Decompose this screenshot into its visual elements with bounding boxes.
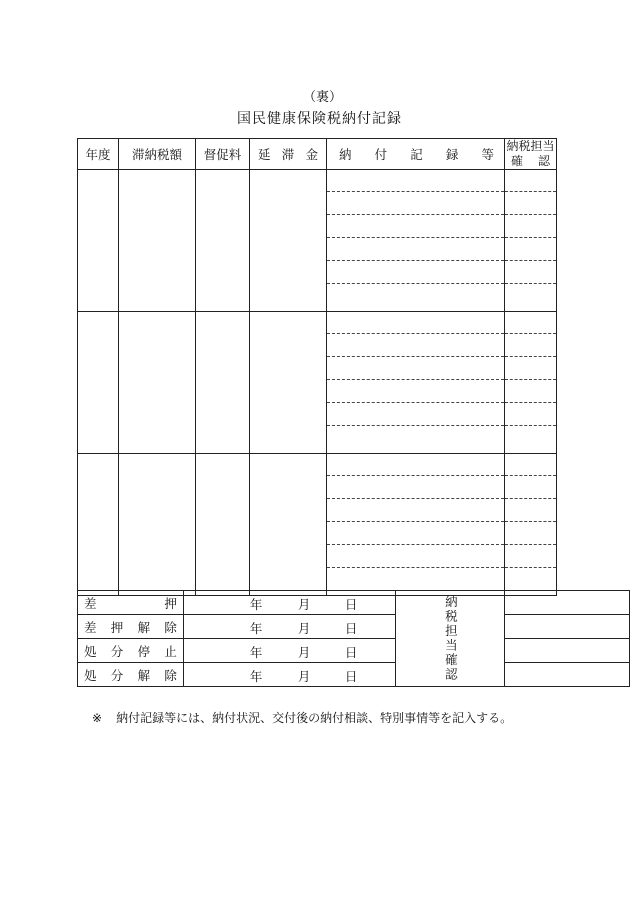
date-year-unit: 年 bbox=[249, 621, 263, 636]
payment-record-char: 等 bbox=[481, 147, 494, 162]
payment-record-char: 記 bbox=[410, 147, 423, 162]
payment-record-cell[interactable] bbox=[327, 312, 505, 454]
year-cell[interactable] bbox=[78, 312, 119, 454]
confirm-cell[interactable] bbox=[505, 312, 557, 454]
late-fee-cell[interactable] bbox=[250, 170, 327, 312]
col-confirm-header bbox=[505, 139, 557, 170]
date-day-unit: 日 bbox=[344, 645, 358, 660]
action-label-char: 押 bbox=[164, 595, 177, 611]
action-date[interactable] bbox=[183, 663, 395, 687]
action-label-char: 止 bbox=[164, 643, 177, 659]
date-month-unit: 月 bbox=[297, 669, 311, 684]
action-label-char: 解 bbox=[137, 667, 151, 683]
confirm-cell[interactable] bbox=[505, 454, 557, 596]
date-month-unit: 月 bbox=[297, 621, 311, 636]
confirm-vertical-cell bbox=[396, 591, 505, 687]
year-cell[interactable] bbox=[78, 454, 119, 596]
action-row bbox=[78, 663, 630, 687]
page-title: 国民健康保険税納付記録 bbox=[237, 111, 402, 127]
action-label-char: 処 bbox=[84, 643, 97, 659]
action-row bbox=[78, 591, 630, 615]
delinquent-tax-cell[interactable] bbox=[119, 454, 196, 596]
header-row bbox=[78, 139, 557, 170]
date-day-unit: 日 bbox=[344, 597, 358, 612]
action-label bbox=[78, 663, 184, 687]
record-block bbox=[78, 312, 557, 454]
late-fee-cell[interactable] bbox=[250, 454, 327, 596]
date-day-unit: 日 bbox=[344, 669, 358, 684]
action-label-char: 分 bbox=[110, 667, 124, 683]
payment-record-cell[interactable] bbox=[327, 454, 505, 596]
action-label-char: 差 bbox=[84, 595, 97, 611]
date-year-unit: 年 bbox=[249, 597, 263, 612]
action-label-char: 押 bbox=[110, 619, 124, 635]
action-date[interactable] bbox=[183, 591, 395, 615]
action-date[interactable] bbox=[183, 615, 395, 639]
footnote bbox=[92, 709, 512, 726]
footnote-text: 納付記録等には、納付状況、交付後の納付相談、特別事情等を記入する。 bbox=[116, 711, 513, 725]
action-label bbox=[78, 615, 184, 639]
payment-record-char: 付 bbox=[374, 147, 388, 162]
action-confirm-box[interactable] bbox=[505, 591, 630, 615]
payment-record-cell[interactable] bbox=[327, 170, 505, 312]
action-label-char: 除 bbox=[164, 667, 177, 683]
late-fee-char: 滞 bbox=[281, 147, 295, 162]
year-cell[interactable] bbox=[78, 170, 119, 312]
date-year-unit: 年 bbox=[249, 669, 263, 684]
action-label-char: 処 bbox=[84, 667, 97, 683]
payment-record-char: 録 bbox=[445, 147, 459, 162]
col-year-header bbox=[78, 139, 119, 170]
action-confirm-box[interactable] bbox=[505, 615, 630, 639]
action-confirm-box[interactable] bbox=[505, 639, 630, 663]
col-delinquent-tax-label: 滞納税額 bbox=[131, 147, 182, 162]
confirm-label-line1: 納税担当 bbox=[506, 139, 555, 153]
col-payment-record-header bbox=[327, 139, 505, 170]
late-fee-cell[interactable] bbox=[250, 312, 327, 454]
col-reminder-fee-header bbox=[196, 139, 250, 170]
delinquent-tax-cell[interactable] bbox=[119, 170, 196, 312]
payment-record-table bbox=[77, 138, 557, 596]
seizure-action-table bbox=[77, 590, 630, 687]
col-delinquent-tax-header bbox=[119, 139, 196, 170]
action-label bbox=[78, 639, 184, 663]
col-late-fee-header bbox=[250, 139, 327, 170]
col-year-label: 年度 bbox=[85, 147, 111, 162]
late-fee-char: 延 bbox=[258, 147, 271, 162]
reminder-fee-cell[interactable] bbox=[196, 454, 250, 596]
record-block bbox=[78, 454, 557, 596]
date-month-unit: 月 bbox=[297, 645, 311, 660]
action-date[interactable] bbox=[183, 639, 395, 663]
action-label-char: 差 bbox=[84, 619, 97, 635]
action-label-char: 解 bbox=[137, 619, 151, 635]
action-label-char: 除 bbox=[164, 619, 177, 635]
reminder-fee-cell[interactable] bbox=[196, 312, 250, 454]
date-month-unit: 月 bbox=[297, 597, 311, 612]
action-row bbox=[78, 615, 630, 639]
date-day-unit: 日 bbox=[344, 621, 358, 636]
reference-mark: ※ bbox=[92, 711, 103, 725]
action-confirm-box[interactable] bbox=[505, 663, 630, 687]
date-year-unit: 年 bbox=[249, 645, 263, 660]
col-reminder-fee-label: 督促料 bbox=[203, 147, 242, 162]
delinquent-tax-cell[interactable] bbox=[119, 312, 196, 454]
reminder-fee-cell[interactable] bbox=[196, 170, 250, 312]
late-fee-char: 金 bbox=[305, 147, 318, 162]
action-label-char: 分 bbox=[110, 643, 124, 659]
action-label-char: 停 bbox=[137, 643, 151, 659]
confirm-cell[interactable] bbox=[505, 170, 557, 312]
confirm-char: 確 bbox=[511, 154, 524, 168]
action-row bbox=[78, 639, 630, 663]
record-block bbox=[78, 170, 557, 312]
payment-record-char: 納 bbox=[339, 147, 352, 162]
action-label bbox=[78, 591, 184, 615]
page-side-label: （裏） bbox=[303, 90, 343, 105]
confirm-char: 認 bbox=[537, 154, 550, 168]
confirm-vertical-label: 納税担当確認 bbox=[443, 595, 459, 682]
